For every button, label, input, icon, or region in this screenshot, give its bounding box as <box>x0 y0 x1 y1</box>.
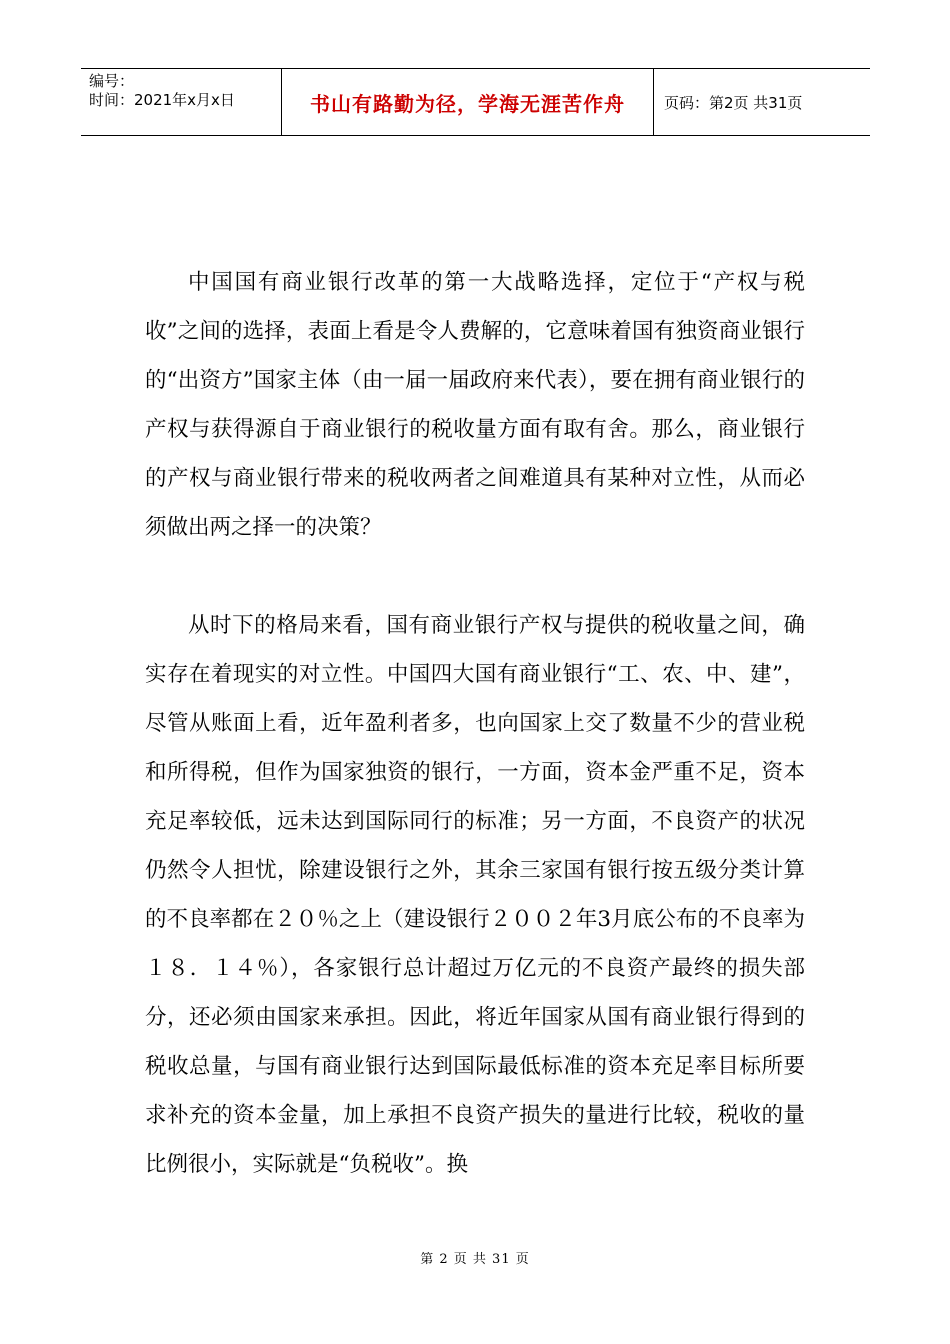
header-motto: 书山有路勤为径，学海无涯苦作舟 <box>282 69 654 135</box>
document-number-label: 编号： <box>89 72 135 90</box>
document-header <box>81 68 870 136</box>
document-body <box>145 258 805 1189</box>
header-meta <box>81 69 282 135</box>
paragraph-2: 从时下的格局来看，国有商业银行产权与提供的税收量之间，确实存在着现实的对立性。中国四大国有商业银行“工、农、中、建”，尽管从账面上看，近年盈利者多，也向国家上交了数量不少的营业税和所得税，但作为国家独资的银行，一方面，资本金严重不足，资本充足率较低，远未达到国际同行的标准；另一方面，不良资产的状况仍然令人担忧，除建设银行之外，其余三家国有银行按五级分类计算的不良率都在２０％之上（建设银行２００２年3月底公布的不良率为１８．１４％），各家银行总计超过万亿元的不良资产最终的损失部分，还必须由国家来承担。因此，将近年国家从国有商业银行得到的税收总量，与国有商业银行达到国际最低标准的资本充足率目标所要求补充的资本金量，加上承担不良资产损失的量进行比较，税收的量比例很小，实际就是“负税收”。换 <box>145 613 805 1177</box>
header-page-info: 页码：第2页 共31页 <box>664 93 803 112</box>
paragraph-1: 中国国有商业银行改革的第一大战略选择，定位于“产权与税收”之间的选择，表面上看是令人费解的，它意味着国有独资商业银行的“出资方”国家主体（由一届一届政府来代表），要在拥有商业银行的产权与获得源自于商业银行的税收量方面有取有舍。那么，商业银行的产权与商业银行带来的税收两者之间难道具有某种对立性，从而必须做出两之择一的决策？ <box>145 270 805 540</box>
document-date: 时间：2021年x月x日 <box>89 91 235 109</box>
page-footer: 第 2 页 共 31 页 <box>420 1252 530 1267</box>
